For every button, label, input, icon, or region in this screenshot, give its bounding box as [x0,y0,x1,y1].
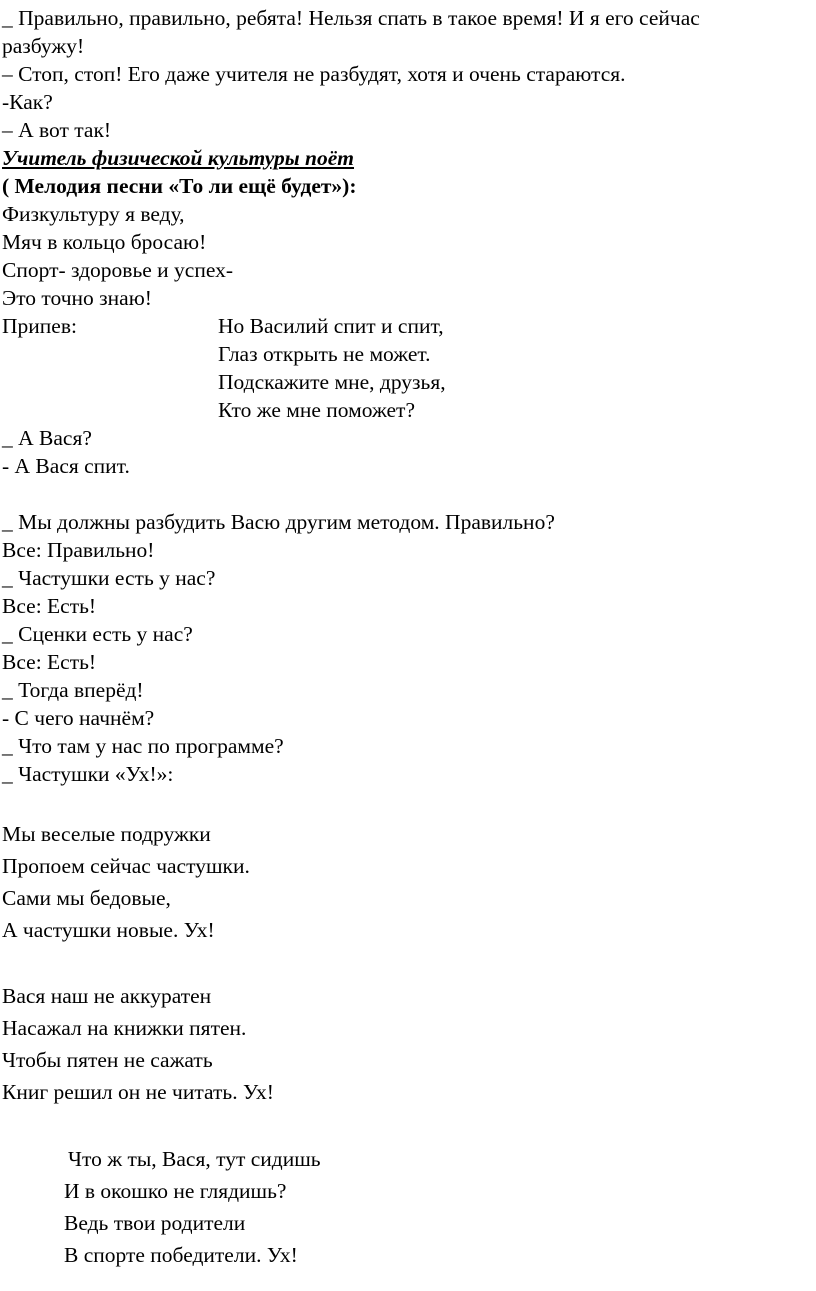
stanza-3-line: Что ж ты, Вася, тут сидишь [68,1147,321,1171]
dialogue-line: Все: Есть! [2,650,97,674]
stanza-3-line: И в окошко не глядишь? [64,1179,287,1203]
stanza-1-line: Пропоем сейчас частушки. [2,854,250,878]
stanza-3-line: В спорте победители. Ух! [64,1243,298,1267]
dialogue-line: - С чего начнём? [2,706,155,730]
intro-line-5: – А вот так! [2,118,112,142]
melody-note: ( Мелодия песни «То ли ещё будет»): [2,174,357,198]
dialogue-line: - А Вася спит. [2,454,130,478]
intro-line-2: разбужу! [2,34,85,58]
chorus-label: Припев: [2,314,77,338]
chorus-line: Но Василий спит и спит, [218,314,444,338]
verse-line: Спорт- здоровье и успех- [2,258,234,282]
intro-line-1: _ Правильно, правильно, ребята! Нельзя спать в такое время! И я его сейчас [2,6,700,30]
dialogue-line: _ Сценки есть у нас? [2,622,193,646]
stanza-1-line: А частушки новые. Ух! [2,918,215,942]
dialogue-line: _ Тогда вперёд! [2,678,144,702]
dialogue-line: _ Частушки есть у нас? [2,566,216,590]
intro-line-3: – Стоп, стоп! Его даже учителя не разбудят, хотя и очень стараются. [2,62,626,86]
verse-line: Мяч в кольцо бросаю! [2,230,207,254]
verse-line: Физкультуру я веду, [2,202,185,226]
stanza-2-line: Вася наш не аккуратен [2,984,212,1008]
dialogue-line: _ А Вася? [2,426,92,450]
stanza-1-line: Сами мы бедовые, [2,886,171,910]
stanza-3-line: Ведь твои родители [64,1211,246,1235]
chorus-line: Кто же мне поможет? [218,398,415,422]
dialogue-line: _ Мы должны разбудить Васю другим методом. Правильно? [2,510,555,534]
stanza-2-line: Книг решил он не читать. Ух! [2,1080,274,1104]
stanza-2-line: Насажал на книжки пятен. [2,1016,247,1040]
stanza-2-line: Чтобы пятен не сажать [2,1048,213,1072]
section-heading: Учитель физической культуры поёт [2,146,355,170]
verse-line: Это точно знаю! [2,286,152,310]
stanza-1-line: Мы веселые подружки [2,822,211,846]
dialogue-line: _ Частушки «Ух!»: [2,762,174,786]
intro-line-4: -Как? [2,90,53,114]
dialogue-line: Все: Есть! [2,594,97,618]
dialogue-line: _ Что там у нас по программе? [2,734,284,758]
chorus-line: Подскажите мне, друзья, [218,370,446,394]
chorus-line: Глаз открыть не может. [218,342,431,366]
dialogue-line: Все: Правильно! [2,538,155,562]
